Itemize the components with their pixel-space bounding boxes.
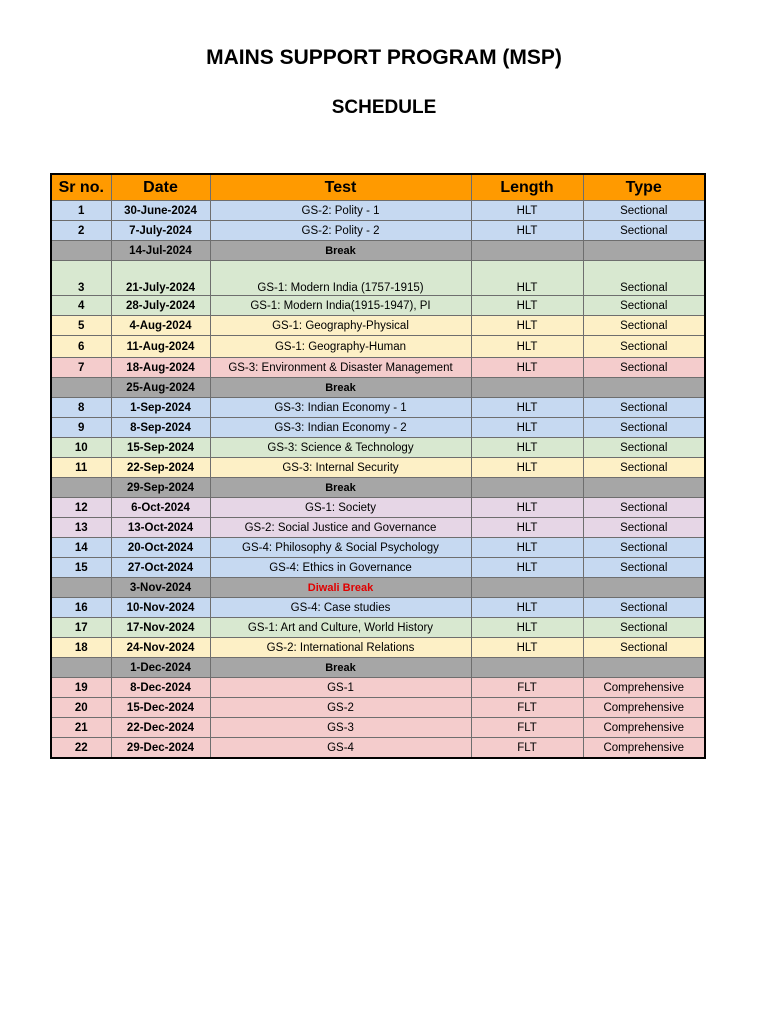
row-length-cell bbox=[471, 658, 583, 678]
row-type-cell: Comprehensive bbox=[583, 698, 705, 718]
row-date-cell: 25-Aug-2024 bbox=[111, 378, 210, 398]
row-test-cell: GS-1: Geography-Human bbox=[210, 336, 471, 358]
row-length-cell: HLT bbox=[471, 618, 583, 638]
table-row bbox=[51, 498, 705, 518]
row-length-cell: HLT bbox=[471, 336, 583, 358]
row-test-cell: GS-3: Science & Technology bbox=[210, 438, 471, 458]
row-sr-cell: 13 bbox=[51, 518, 111, 538]
row-date-cell: 20-Oct-2024 bbox=[111, 538, 210, 558]
break-row bbox=[51, 478, 705, 498]
row-sr-cell: 5 bbox=[51, 316, 111, 336]
table-row bbox=[51, 418, 705, 438]
table-row bbox=[51, 678, 705, 698]
break-row bbox=[51, 241, 705, 261]
table-row bbox=[51, 618, 705, 638]
row-type-cell: Sectional bbox=[583, 221, 705, 241]
row-date-cell: 18-Aug-2024 bbox=[111, 358, 210, 378]
row-type-cell bbox=[583, 241, 705, 261]
row-type-cell: Sectional bbox=[583, 438, 705, 458]
table-row bbox=[51, 316, 705, 336]
row-length-cell: HLT bbox=[471, 201, 583, 221]
row-type-cell: Sectional bbox=[583, 398, 705, 418]
row-sr-cell: 11 bbox=[51, 458, 111, 478]
table-row bbox=[51, 718, 705, 738]
row-date-cell: 30-June-2024 bbox=[111, 201, 210, 221]
row-type-cell: Sectional bbox=[583, 336, 705, 358]
row-test-cell: GS-3: Environment & Disaster Management bbox=[210, 358, 471, 378]
row-sr-cell: 8 bbox=[51, 398, 111, 418]
row-date-cell: 21-July-2024 bbox=[111, 261, 210, 296]
break-label: Break bbox=[325, 244, 356, 257]
table-row bbox=[51, 518, 705, 538]
table-row bbox=[51, 336, 705, 358]
table-row bbox=[51, 398, 705, 418]
table-row bbox=[51, 201, 705, 221]
row-type-cell: Sectional bbox=[583, 618, 705, 638]
row-test-cell: GS-2: Polity - 1 bbox=[210, 201, 471, 221]
table-row bbox=[51, 221, 705, 241]
table-row bbox=[51, 698, 705, 718]
row-sr-cell bbox=[51, 241, 111, 261]
row-test-cell: GS-4: Ethics in Governance bbox=[210, 558, 471, 578]
row-type-cell: Sectional bbox=[583, 458, 705, 478]
row-length-cell: HLT bbox=[471, 418, 583, 438]
row-date-cell: 28-July-2024 bbox=[111, 296, 210, 316]
row-type-cell bbox=[583, 578, 705, 598]
row-type-cell: Sectional bbox=[583, 638, 705, 658]
row-sr-cell: 17 bbox=[51, 618, 111, 638]
row-date-cell: 11-Aug-2024 bbox=[111, 336, 210, 358]
page-subtitle: SCHEDULE bbox=[331, 97, 437, 118]
column-header-test: Test bbox=[210, 174, 471, 201]
row-type-cell: Sectional bbox=[583, 316, 705, 336]
break-label: Break bbox=[325, 481, 356, 494]
row-sr-cell: 14 bbox=[51, 538, 111, 558]
row-sr-cell: 4 bbox=[51, 296, 111, 316]
row-length-cell bbox=[471, 241, 583, 261]
row-date-cell: 29-Sep-2024 bbox=[111, 478, 210, 498]
row-date-cell: 17-Nov-2024 bbox=[111, 618, 210, 638]
row-date-cell: 27-Oct-2024 bbox=[111, 558, 210, 578]
table-row bbox=[51, 598, 705, 618]
row-type-cell: Sectional bbox=[583, 418, 705, 438]
row-sr-cell: 6 bbox=[51, 336, 111, 358]
row-sr-cell: 19 bbox=[51, 678, 111, 698]
row-test-cell: GS-4 bbox=[210, 738, 471, 759]
column-header-type: Type bbox=[583, 174, 705, 201]
row-date-cell: 22-Dec-2024 bbox=[111, 718, 210, 738]
row-sr-cell bbox=[51, 658, 111, 678]
row-test-cell: GS-3 bbox=[210, 718, 471, 738]
row-test-cell: GS-2 bbox=[210, 698, 471, 718]
row-type-cell: Sectional bbox=[583, 498, 705, 518]
table-row bbox=[51, 358, 705, 378]
row-sr-cell: 10 bbox=[51, 438, 111, 458]
row-test-cell bbox=[210, 241, 471, 261]
table-row bbox=[51, 558, 705, 578]
row-length-cell: HLT bbox=[471, 261, 583, 296]
row-date-cell: 22-Sep-2024 bbox=[111, 458, 210, 478]
row-length-cell: HLT bbox=[471, 518, 583, 538]
row-sr-cell: 2 bbox=[51, 221, 111, 241]
row-sr-cell: 20 bbox=[51, 698, 111, 718]
row-test-cell: GS-2: Polity - 2 bbox=[210, 221, 471, 241]
row-length-cell: HLT bbox=[471, 598, 583, 618]
row-sr-cell: 15 bbox=[51, 558, 111, 578]
row-length-cell: FLT bbox=[471, 738, 583, 759]
row-type-cell: Sectional bbox=[583, 296, 705, 316]
row-sr-cell: 9 bbox=[51, 418, 111, 438]
row-date-cell: 4-Aug-2024 bbox=[111, 316, 210, 336]
table-header-row bbox=[51, 174, 705, 201]
row-sr-cell: 18 bbox=[51, 638, 111, 658]
column-header-length: Length bbox=[471, 174, 583, 201]
row-length-cell: HLT bbox=[471, 221, 583, 241]
row-test-cell: GS-3: Internal Security bbox=[210, 458, 471, 478]
row-length-cell: FLT bbox=[471, 698, 583, 718]
row-length-cell bbox=[471, 578, 583, 598]
row-test-cell: GS-4: Philosophy & Social Psychology bbox=[210, 538, 471, 558]
row-type-cell: Sectional bbox=[583, 201, 705, 221]
row-test-cell: GS-3: Indian Economy - 1 bbox=[210, 398, 471, 418]
diwali-break-label: Diwali Break bbox=[307, 581, 374, 594]
row-test-cell: GS-2: Social Justice and Governance bbox=[210, 518, 471, 538]
page-title: MAINS SUPPORT PROGRAM (MSP) bbox=[206, 46, 562, 69]
row-date-cell: 3-Nov-2024 bbox=[111, 578, 210, 598]
row-sr-cell bbox=[51, 578, 111, 598]
row-test-cell: GS-3: Indian Economy - 2 bbox=[210, 418, 471, 438]
table-row bbox=[51, 738, 705, 759]
row-length-cell: FLT bbox=[471, 718, 583, 738]
row-length-cell: HLT bbox=[471, 296, 583, 316]
schedule-table bbox=[50, 173, 706, 759]
row-test-cell: GS-4: Case studies bbox=[210, 598, 471, 618]
row-test-cell: GS-1: Society bbox=[210, 498, 471, 518]
column-header-sr: Sr no. bbox=[51, 174, 111, 201]
row-sr-cell: 22 bbox=[51, 738, 111, 759]
row-sr-cell: 1 bbox=[51, 201, 111, 221]
row-type-cell: Comprehensive bbox=[583, 738, 705, 759]
row-date-cell: 24-Nov-2024 bbox=[111, 638, 210, 658]
table-body bbox=[51, 201, 705, 759]
row-test-cell: GS-1: Modern India (1757-1915) bbox=[210, 261, 471, 296]
row-sr-cell: 3 bbox=[51, 261, 111, 296]
row-type-cell: Sectional bbox=[583, 261, 705, 296]
row-type-cell bbox=[583, 658, 705, 678]
row-type-cell: Comprehensive bbox=[583, 678, 705, 698]
row-length-cell bbox=[471, 478, 583, 498]
table-row bbox=[51, 538, 705, 558]
row-sr-cell bbox=[51, 378, 111, 398]
row-type-cell: Sectional bbox=[583, 358, 705, 378]
row-date-cell: 29-Dec-2024 bbox=[111, 738, 210, 759]
row-test-cell: GS-1 bbox=[210, 678, 471, 698]
row-date-cell: 8-Dec-2024 bbox=[111, 678, 210, 698]
row-length-cell: HLT bbox=[471, 358, 583, 378]
table-row bbox=[51, 638, 705, 658]
row-length-cell: HLT bbox=[471, 498, 583, 518]
row-sr-cell: 7 bbox=[51, 358, 111, 378]
row-sr-cell: 16 bbox=[51, 598, 111, 618]
row-date-cell: 14-Jul-2024 bbox=[111, 241, 210, 261]
row-length-cell: HLT bbox=[471, 458, 583, 478]
row-date-cell: 7-July-2024 bbox=[111, 221, 210, 241]
row-date-cell: 1-Sep-2024 bbox=[111, 398, 210, 418]
row-date-cell: 1-Dec-2024 bbox=[111, 658, 210, 678]
column-header-date: Date bbox=[111, 174, 210, 201]
row-test-cell bbox=[210, 478, 471, 498]
table-row bbox=[51, 458, 705, 478]
row-length-cell: HLT bbox=[471, 438, 583, 458]
row-test-cell: GS-2: International Relations bbox=[210, 638, 471, 658]
row-length-cell: HLT bbox=[471, 398, 583, 418]
row-type-cell: Sectional bbox=[583, 518, 705, 538]
row-type-cell: Sectional bbox=[583, 598, 705, 618]
row-sr-cell bbox=[51, 478, 111, 498]
break-row bbox=[51, 578, 705, 598]
break-row bbox=[51, 378, 705, 398]
row-test-cell bbox=[210, 378, 471, 398]
table-row bbox=[51, 438, 705, 458]
row-length-cell: FLT bbox=[471, 678, 583, 698]
row-test-cell: GS-1: Art and Culture, World History bbox=[210, 618, 471, 638]
row-date-cell: 15-Sep-2024 bbox=[111, 438, 210, 458]
table-row bbox=[51, 296, 705, 316]
row-test-cell bbox=[210, 578, 471, 598]
row-type-cell bbox=[583, 478, 705, 498]
row-sr-cell: 12 bbox=[51, 498, 111, 518]
row-type-cell bbox=[583, 378, 705, 398]
row-type-cell: Comprehensive bbox=[583, 718, 705, 738]
row-date-cell: 13-Oct-2024 bbox=[111, 518, 210, 538]
row-date-cell: 15-Dec-2024 bbox=[111, 698, 210, 718]
break-label: Break bbox=[325, 381, 356, 394]
row-test-cell: GS-1: Geography-Physical bbox=[210, 316, 471, 336]
row-type-cell: Sectional bbox=[583, 558, 705, 578]
row-date-cell: 10-Nov-2024 bbox=[111, 598, 210, 618]
row-length-cell: HLT bbox=[471, 538, 583, 558]
break-label: Break bbox=[325, 661, 356, 674]
row-length-cell bbox=[471, 378, 583, 398]
row-length-cell: HLT bbox=[471, 558, 583, 578]
row-length-cell: HLT bbox=[471, 638, 583, 658]
row-type-cell: Sectional bbox=[583, 538, 705, 558]
row-test-cell: GS-1: Modern India(1915-1947), PI bbox=[210, 296, 471, 316]
table-row bbox=[51, 261, 705, 296]
row-date-cell: 6-Oct-2024 bbox=[111, 498, 210, 518]
row-date-cell: 8-Sep-2024 bbox=[111, 418, 210, 438]
row-test-cell bbox=[210, 658, 471, 678]
row-length-cell: HLT bbox=[471, 316, 583, 336]
row-sr-cell: 21 bbox=[51, 718, 111, 738]
break-row bbox=[51, 658, 705, 678]
